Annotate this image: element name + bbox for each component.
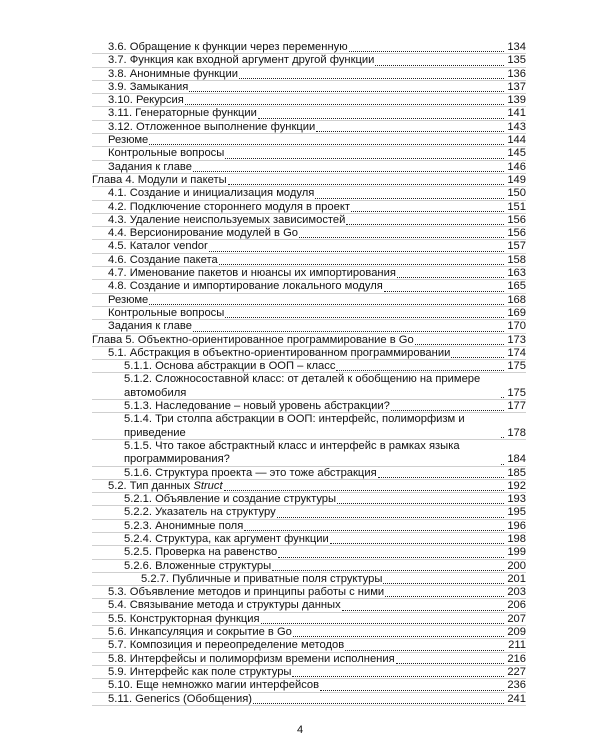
toc-dot-leader: [330, 543, 504, 544]
toc-entry: [0, 373, 600, 400]
toc-dot-leader: [346, 224, 504, 225]
toc-entry: [0, 639, 600, 652]
toc-entry-title: Контрольные вопросы: [108, 147, 225, 160]
toc-entry-page: 207: [504, 613, 526, 626]
toc-entry: [0, 174, 600, 187]
toc-dot-leader: [299, 237, 504, 238]
toc-entry-title: 5.1. Абстракция в объектно-ориентированном программировании: [108, 346, 451, 359]
toc-entry: [0, 81, 600, 94]
toc-entry-title: 5.11. Generics (Обобщения): [108, 692, 253, 705]
toc-entry: [0, 480, 600, 493]
toc-entry-page: 151: [504, 201, 526, 214]
toc-entry-title: 3.6. Обращение к функции через переменную: [108, 41, 348, 53]
toc-entry-title: 5.9. Интерфейс как поле структуры: [108, 665, 292, 678]
toc-entry-title: Задания к главе: [108, 160, 192, 173]
toc-entry: [0, 227, 600, 240]
toc-entry-title: 4.3. Удаление неиспользуемых зависимостей: [108, 213, 346, 226]
toc-entry-page: 139: [504, 94, 526, 107]
toc-entry: [0, 533, 600, 546]
toc-entry-title: 5.1.4. Три столпа абстракции в ООП: интерфейс, полиморфизм и приведение: [124, 413, 501, 440]
toc-dot-leader: [253, 703, 504, 704]
toc-dot-leader: [261, 623, 504, 624]
toc-dot-leader: [415, 344, 504, 345]
toc-entry-title: 5.3. Объявление методов и принципы работы с ними: [108, 586, 385, 599]
toc-entry-page: 193: [504, 493, 526, 506]
toc-entry-title: 5.2.1. Объявление и создание структуры: [124, 493, 337, 506]
toc-entry: [0, 653, 600, 666]
toc-entry: [0, 693, 600, 706]
toc-entry: [0, 467, 600, 480]
toc-entry-title: Резюме: [108, 293, 149, 306]
toc-entry-title: 5.10. Еще немножко магии интерфейсов: [108, 679, 320, 692]
toc-entry: [0, 400, 600, 413]
toc-entry-page: 241: [504, 693, 526, 706]
toc-entry-page: 158: [504, 254, 526, 267]
toc-entry: [0, 347, 600, 360]
toc-entry-page: 149: [504, 174, 526, 187]
toc-entry: [0, 413, 600, 440]
toc-entry: [0, 666, 600, 679]
toc-entry: [0, 573, 600, 586]
toc-entry: [0, 294, 600, 307]
toc-dot-leader: [336, 370, 504, 371]
toc-entry: [0, 679, 600, 692]
toc-entry: [0, 41, 600, 54]
toc-dot-leader: [345, 650, 504, 651]
toc-dot-leader: [383, 583, 504, 584]
toc-entry-page: 211: [504, 639, 526, 652]
toc-dot-leader: [292, 676, 504, 677]
toc-entry-title: 5.8. Интерфейсы и полиморфизм времени исполнения: [108, 652, 395, 665]
toc-dot-leader: [239, 78, 504, 79]
toc-entry-title: 4.8. Создание и импортирование локального модуля: [108, 280, 383, 293]
toc-entry-title: 5.7. Композиция и переопределение методов: [108, 639, 345, 652]
toc-entry-page: 156: [504, 227, 526, 240]
toc-entry-title: 3.11. Генераторные функции: [108, 107, 257, 120]
toc-dot-leader: [375, 65, 504, 66]
toc-dot-leader: [337, 503, 504, 504]
toc-entry-page: 209: [504, 626, 526, 639]
toc-entry-title: Задания к главе: [108, 320, 192, 333]
toc-entry-title: 3.12. Отложенное выполнение функции: [108, 120, 316, 133]
toc-entry-title: 5.1.5. Что такое абстрактный класс и интерфейс в рамках языка программирования?: [124, 440, 501, 467]
toc-entry: [0, 546, 600, 559]
toc-entry-title: 5.1.2. Сложносоставной класс: от деталей к обобщению на примере автомобиля: [124, 373, 501, 400]
toc-dot-leader: [225, 158, 504, 159]
toc-entry-title: Резюме: [108, 134, 149, 147]
toc-entry: [0, 254, 600, 267]
toc-entry-page: 203: [504, 586, 526, 599]
toc-entry-page: 185: [504, 467, 526, 480]
toc-dot-leader: [277, 517, 504, 518]
toc-entry-page: 169: [504, 307, 526, 320]
toc-entry: [0, 599, 600, 612]
toc-dot-leader: [219, 264, 504, 265]
toc-dot-leader: [316, 131, 504, 132]
toc-dot-leader: [224, 490, 504, 491]
toc-dot-leader: [149, 144, 504, 145]
toc-dot-leader: [397, 277, 504, 278]
toc-entry-page: 227: [504, 666, 526, 679]
toc-entry-page: 137: [504, 81, 526, 94]
toc-entry: [0, 240, 600, 253]
toc-dot-leader: [149, 304, 504, 305]
toc-dot-leader: [244, 530, 504, 531]
toc-entry-page: 200: [504, 560, 526, 573]
toc-entry: [0, 440, 600, 467]
toc-entry-page: 170: [504, 320, 526, 333]
toc-dot-leader: [349, 51, 504, 52]
toc-entry-page: 156: [504, 214, 526, 227]
toc-entry-title: 4.4. Версионирование модулей в Go: [108, 227, 299, 240]
toc-dot-leader: [396, 663, 504, 664]
toc-entry-page: 136: [504, 68, 526, 81]
toc-dot-leader: [320, 690, 504, 691]
toc-entry-title: 5.4. Связывание метода и структуры данных: [108, 599, 341, 612]
toc-dot-leader: [451, 357, 504, 358]
toc-entry-page: 196: [504, 520, 526, 533]
toc-dot-leader: [315, 198, 504, 199]
toc-entry: [0, 134, 600, 147]
toc-entry-title: 5.2.7. Публичные и приватные поля структуры: [141, 572, 383, 585]
toc-entry-title: 5.5. Конструкторная функция: [108, 612, 260, 625]
toc-entry: [0, 626, 600, 639]
toc-entry-title: 5.1.1. Основа абстракции в ООП – класс: [124, 360, 336, 373]
toc-entry: [0, 506, 600, 519]
toc-entry-title: 5.2.4. Структура, как аргумент функции: [124, 532, 329, 545]
toc-entry-title: Глава 5. Объектно-ориентированное программирование в Go: [92, 333, 414, 346]
toc-entry-title: 5.2.2. Указатель на структуру: [124, 506, 276, 519]
toc-entry-page: 175: [504, 360, 526, 373]
toc-dot-leader: [272, 570, 504, 571]
toc-entry-page: 216: [504, 653, 526, 666]
toc-entry-page: 175: [504, 387, 526, 400]
toc-entry-title: 5.2. Тип данных Struct: [108, 479, 223, 492]
toc-entry-title: 3.10. Рекурсия: [108, 94, 184, 107]
toc-entry-page: 146: [504, 161, 526, 174]
toc-entry-title: Контрольные вопросы: [108, 306, 225, 319]
toc-entry-page: 184: [504, 453, 526, 466]
toc-dot-leader: [189, 91, 504, 92]
toc-entry-title: 4.7. Именование пакетов и нюансы их импортирования: [108, 267, 396, 280]
toc-entry-page: 178: [504, 427, 526, 440]
toc-entry: [0, 360, 600, 373]
toc-dot-leader: [225, 317, 504, 318]
toc-entry: [0, 161, 600, 174]
toc-entry: [0, 54, 600, 67]
toc-entry-page: 143: [504, 121, 526, 134]
toc-entry-title: 5.1.6. Структура проекта — это тоже абстракция: [124, 466, 377, 479]
toc-entry-page: 192: [504, 480, 526, 493]
toc-entry-page: 134: [504, 41, 526, 54]
toc-entry-page: 165: [504, 280, 526, 293]
toc-entry-page: 135: [504, 54, 526, 67]
toc-entry-page: 201: [504, 573, 526, 586]
toc-entry: [0, 613, 600, 626]
toc-entry-page: 199: [504, 546, 526, 559]
toc-entry-title: 4.2. Подключение стороннего модуля в проект: [108, 200, 350, 213]
toc-dot-leader: [293, 636, 504, 637]
toc-entry: [0, 147, 600, 160]
toc-entry-page: 144: [504, 134, 526, 147]
toc-entry-page: 198: [504, 533, 526, 546]
toc-entry-page: 195: [504, 506, 526, 519]
toc-entry: [0, 520, 600, 533]
toc-entry-title: 5.2.6. Вложенные структуры: [124, 559, 272, 572]
toc-dot-leader: [391, 410, 504, 411]
toc-entry-title: 3.8. Анонимные функции: [108, 67, 238, 80]
toc-entry: [0, 187, 600, 200]
toc-entry-title: 3.7. Функция как входной аргумент другой функции: [108, 54, 375, 67]
toc-entry-page: 177: [504, 400, 526, 413]
toc-entry-page: 163: [504, 267, 526, 280]
toc-entry: [0, 280, 600, 293]
toc-dot-leader: [258, 118, 504, 119]
toc-entry-page: 141: [504, 107, 526, 120]
toc-dot-leader: [384, 291, 504, 292]
toc-entry-page: 157: [504, 240, 526, 253]
toc-entry-page: 236: [504, 679, 526, 692]
toc-entry-title: 5.2.5. Проверка на равенство: [124, 546, 278, 559]
toc-entry-title: Глава 4. Модули и пакеты: [92, 173, 227, 186]
toc-entry: [0, 201, 600, 214]
toc-entry-title: 4.5. Каталог vendor: [108, 240, 208, 253]
table-of-contents: [0, 41, 600, 706]
toc-entry-page: 174: [504, 347, 526, 360]
toc-entry: [0, 560, 600, 573]
table-rule: [92, 705, 526, 706]
toc-entry: [0, 94, 600, 107]
toc-entry: [0, 107, 600, 120]
toc-entry-title: 3.9. Замыкания: [108, 80, 189, 93]
toc-entry: [0, 68, 600, 81]
toc-entry-page: 168: [504, 294, 526, 307]
toc-entry: [0, 586, 600, 599]
toc-entry: [0, 121, 600, 134]
toc-entry-page: 145: [504, 147, 526, 160]
toc-dot-leader: [378, 477, 504, 478]
toc-dot-leader: [385, 596, 504, 597]
toc-dot-leader: [228, 184, 504, 185]
toc-entry-title: 5.2.3. Анонимные поля: [124, 519, 244, 532]
toc-dot-leader: [278, 557, 504, 558]
toc-dot-leader: [209, 251, 504, 252]
toc-entry-page: 150: [504, 187, 526, 200]
toc-dot-leader: [351, 211, 504, 212]
toc-dot-leader: [342, 610, 504, 611]
toc-entry-page: 206: [504, 599, 526, 612]
toc-entry: [0, 334, 600, 347]
toc-entry: [0, 214, 600, 227]
page-number: 4: [296, 724, 304, 736]
toc-entry: [0, 267, 600, 280]
toc-entry-title: 5.1.3. Наследование – новый уровень абстракции?: [124, 400, 390, 413]
toc-entry-title: 5.6. Инкапсуляция и сокрытие в Go: [108, 626, 292, 639]
toc-dot-leader: [193, 331, 504, 332]
toc-entry-title: 4.1. Создание и инициализация модуля: [108, 187, 315, 200]
toc-dot-leader: [185, 104, 504, 105]
toc-dot-leader: [193, 171, 504, 172]
toc-entry: [0, 320, 600, 333]
toc-entry: [0, 493, 600, 506]
toc-entry: [0, 307, 600, 320]
toc-entry-page: 173: [504, 334, 526, 347]
toc-entry-title: 4.6. Создание пакета: [108, 253, 218, 266]
